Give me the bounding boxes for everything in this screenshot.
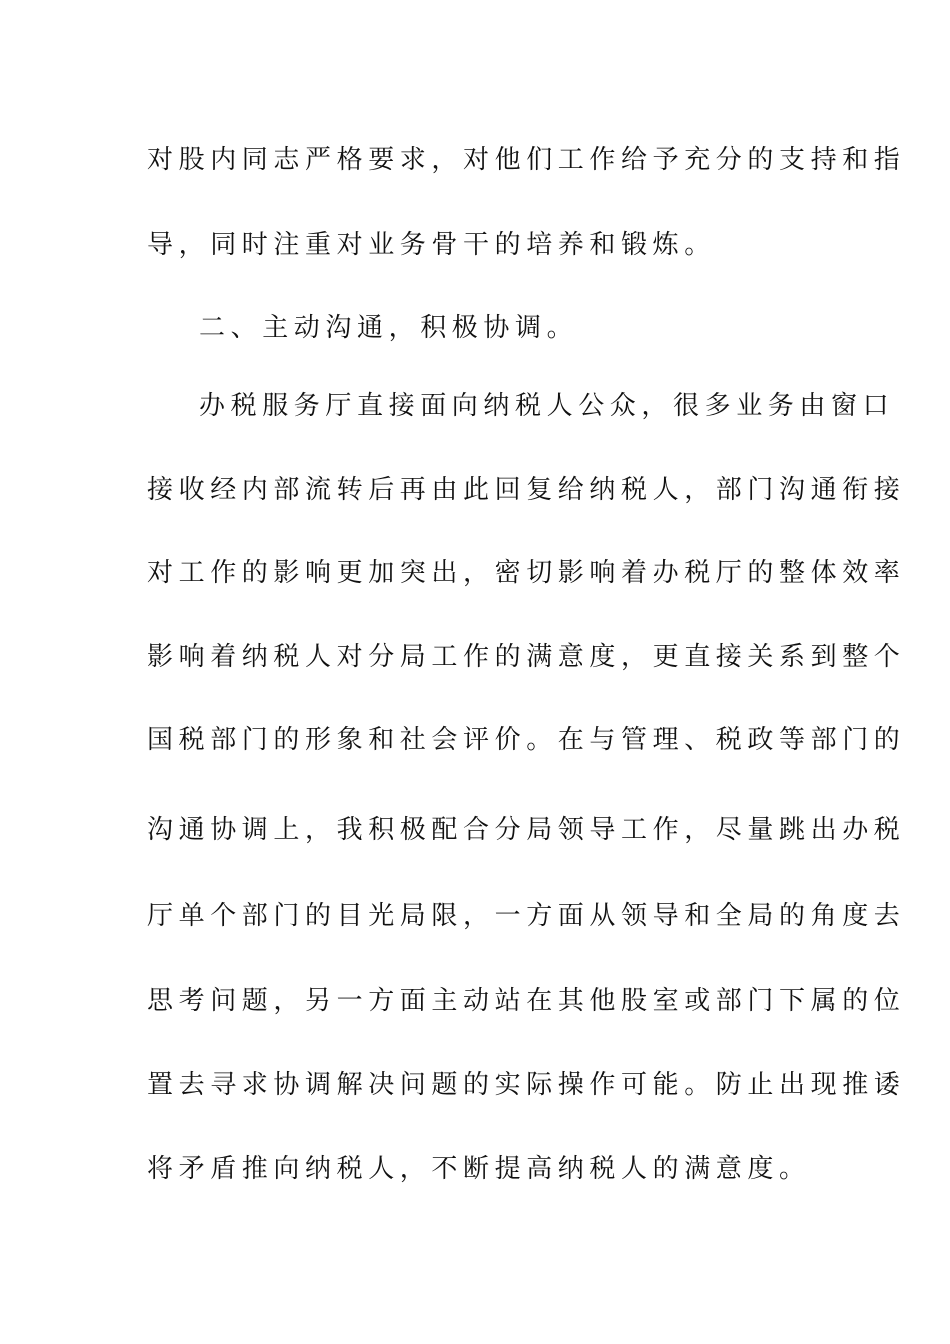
body-text-line: 将矛盾推向纳税人，不断提高纳税人的满意度。 [147, 1154, 811, 1184]
body-text-line: 接收经内部流转后再由此回复给纳税人，部门沟通衔接 [147, 475, 906, 505]
paragraph-first-line: 办税服务厅直接面向纳税人公众，很多业务由窗口 [199, 391, 895, 421]
body-text-line: 思考问题，另一方面主动站在其他股室或部门下属的位 [147, 986, 906, 1016]
body-text-line: 影响着纳税人对分局工作的满意度，更直接关系到整个 [147, 642, 906, 672]
body-text-line: 对股内同志严格要求，对他们工作给予充分的支持和指 [147, 145, 906, 175]
body-text-line: 厅单个部门的目光局限，一方面从领导和全局的角度去 [147, 901, 906, 931]
body-text-line: 国税部门的形象和社会评价。在与管理、税政等部门的 [147, 725, 906, 755]
body-text-line: 导，同时注重对业务骨干的培养和锻炼。 [147, 230, 716, 260]
section-heading: 二、主动沟通，积极协调。 [199, 313, 579, 343]
body-text-line: 对工作的影响更加突出，密切影响着办税厅的整体效率 [147, 558, 906, 588]
body-text-line: 置去寻求协调解决问题的实际操作可能。防止出现推诿 [147, 1070, 906, 1100]
body-text-line: 沟通协调上，我积极配合分局领导工作，尽量跳出办税 [147, 815, 906, 845]
